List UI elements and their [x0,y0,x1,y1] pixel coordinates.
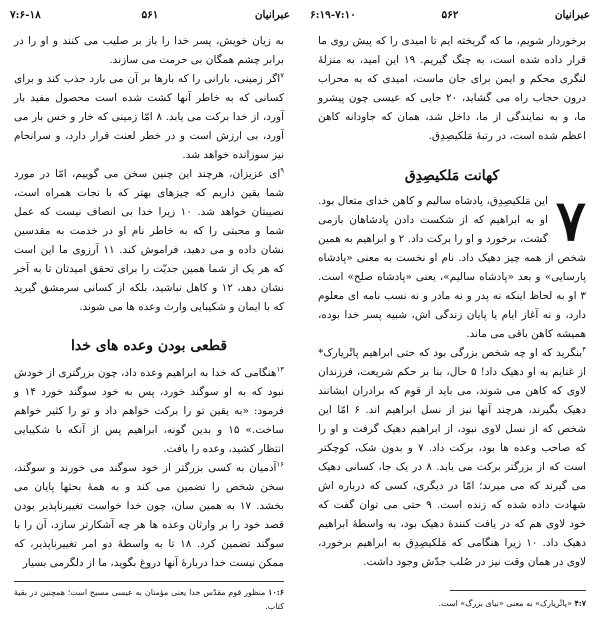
left-paragraph-3-text: ای عزیزان، هرچند این چنین سخن می گوییم، امّا در مورد شما یقین داریم که چیزهای بهتر که با نجات همراه است، نصیبتان خواهد شد. ۱۰ زیرا خدا بی انصاف نیست که عمل شما و محبتی را که به خاطر نام او در خدمت به مقدسین نشان داده و می دهید، فراموش کند. ۱۱ آرزوی ما این است که هر یک از شما همین جدیّت را برای تحقق امیدتان تا به آخر نشان دهد، ۱۲ و کاهل نباشید، بلکه از کسانی سرمشق گیرید که با ایمان و شکیبایی وارث وعده ها می شوند. [14,168,284,313]
left-section-heading: قطعی بودن وعده های خدا [70,338,228,354]
chapter-number: ۷ [555,188,586,254]
right-page [300,0,600,626]
verse-number: ۱۳ [276,365,284,374]
right-paragraph-1-text: برخوردار شویم، ما که گریخته ایم تا امیدی را که پیش روی ما قرار داده شده است، به چنگ گیریم. ۱۹ این امید، به منزلهٔ لنگری محکم و ایمن برای جان ماست، امیدی که به محراب درون حجاب راه می گشاید، ۲۰ جایی که عیسی چون پیشرو ما، و به نمایندگی از ما، داخل شد، همان که جاودانه کاهن اعظم شده است، در رتبهٔ مَلکیصِدِق. [318,35,587,142]
left-paragraph-1 [14,32,284,70]
verse-number: ۷ [280,71,284,80]
left-paragraph-3 [14,165,284,317]
left-paragraph-2 [14,70,284,165]
right-paragraph-1 [318,32,586,146]
left-footnote [14,585,284,614]
verse-number: ۱۶ [276,460,284,469]
right-paragraph-3 [318,344,586,572]
right-paragraph-2 [318,188,586,344]
left-body-text-1 [14,32,284,317]
right-header-book: عبرانیان [554,9,590,21]
left-paragraph-5 [14,459,284,573]
right-body-text-1 [318,32,586,146]
left-paragraph-2-text: اگر زمینی، بارانی را که بارها بر آن می بارد جذب کند و برای کسانی که به خاطر آنها کشت شده است محصول مفید بار آورد، از خدا برکت می یابد. ۸ امّا زمینی که خار و خس بار می آورد، بی ارزش است و در خطر لعنت قرار دارد، و سرانجام نیز سوزانده خواهد شد. [14,73,284,161]
left-footnote-rule [14,581,284,582]
left-header-page-number: ۵۶۱ [141,9,159,21]
right-footnote-rule [450,590,586,591]
right-footnote-text: «پاتْریارک» به معنی «نیای بزرگ» است. [438,599,572,608]
left-footnote-ref: ۱۰:۶ [268,587,284,597]
left-page-header [10,9,290,27]
right-header-page-number: ۵۶۲ [441,9,459,21]
left-paragraph-5-text: آدمیان به کسی بزرگتر از خود سوگند می خورند و سوگند، سخن شخص را تضمین می کند و به همهٔ بحثها پایان می بخشد. ۱۷ به همین سان، چون خدا خواست تغییرناپذیر بودن قصد خود را بر وارثان وعده ها هر چه آشکارتر سازد، آن را با سوگند تضمین کرد. ۱۸ تا به واسطهٔ دو امر تغییرناپذیر، که ممکن نیست خدا دربارهٔ آنها دروغ بگوید، ما از دلگرمی بسیار [14,462,284,569]
verse-number: ۹ [280,166,284,175]
left-header-book: عبرانیان [254,9,290,21]
right-section-heading: کهانت مَلکیصِدِق [404,168,500,184]
right-paragraph-2-text: این مَلکیصِدِق، پادشاه سالیم و کاهن خدای متعال بود. او به ابراهیم که از شکست دادن پادشاهان بازمی گشت، برخورد و او را برکت داد. ۲ و ابراهیم به همین شخص از همه چیز دهیک داد. نام او نخست به معنی «پادشاه پارسایی» و بعد «پادشاه سالیم»، یعنی «پادشاه صلح» است. ۳ او به لحاظ اینکه نه پدر و نه مادر و نه نسب نامه ای معلوم دارد، و نه آغاز ایام یا پایان زندگی اش، شبیه پسر خدا بوده، همیشه کاهن باقی می ماند. [318,195,586,340]
left-paragraph-4 [14,364,284,459]
left-body-text-2 [14,364,284,573]
left-footnote-text: منظور قوم مقدّس خدا یعنی مؤمنان به عیسی مسیح است؛ همچنین در بقیهٔ کتاب. [14,588,284,611]
left-paragraph-1-text: به زیان خویش، پسر خدا را باز بر صلیب می کنند و او را در برابر چشم همگان بی حرمت می سازند. [14,35,284,66]
left-header-chapters: ۷:۶-۱۸ [10,9,41,21]
right-body-text-2 [318,188,587,572]
right-page-header [310,9,590,27]
right-header-chapters: ۶:۱۹-۷:۱۰ [310,9,356,21]
right-footnote [318,596,586,611]
right-paragraph-3-text: بنگرید که او چه شخص بزرگی بود که حتی ابراهیم پاتْریارک* از غنایم به او دهیک داد! ۵ حال، بنا بر حکم شریعت، فرزندان لاوی که کاهن می شوند، می باید از قوم که برادران ایشانند دهیک بگیرند، هرچند آنها نیز از نسل ابراهیم اند. ۶ امّا این شخص که از نسل لاوی نبود، از ابراهیم دهیک گرفت و او را که صاحب وعده ها بود، برکت داد. ۷ و بدون شک، کوچکتر است که از بزرگتر برکت می یابد. ۸ در یک جا، کسانی دهیک می گیرند که می میرند؛ امّا در دیگری، کسی که درباره اش شهادت داده شده که زنده است. ۹ حتی می توان گفت که خود لاوی هم که در یافت کنندهٔ دهیک بود، به واسطهٔ ابراهیم دهیک داد. ۱۰ زیرا هنگامی که مَلکیصِدِق به ابراهیم برخورد، لاوی در همان وقت نیز در صُلب جدّش وجود داشت. [318,347,587,568]
left-paragraph-4-text: هنگامی که خدا به ابراهیم وعده داد، چون بزرگتری از خودش نبود که به او سوگند خورد، پس به خود سوگند خورد ۱۴ و فرمود: «به یقین تو را برکت خواهم داد و تو را کثیر خواهم ساخت.» ۱۵ و بدین گونه، ابراهیم پس از آنکه با شکیبایی انتظار کشید، وعده را یافت. [14,367,284,455]
right-footnote-ref: ۴:۷ [574,598,586,608]
verse-number: ۴ [582,345,586,354]
